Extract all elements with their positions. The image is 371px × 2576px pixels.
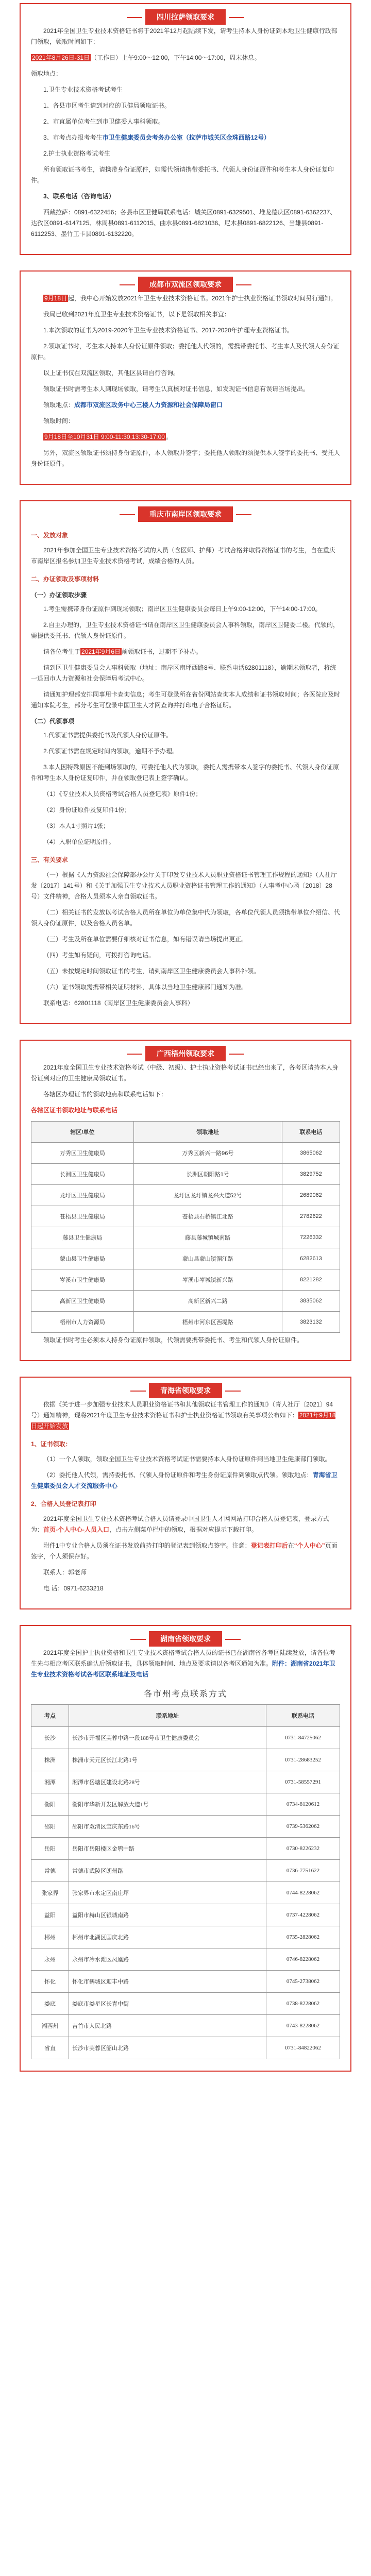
sichuan-p8: 2.护士执业资格考试考生 (43, 150, 111, 157)
table-cell: 岑溪市卫生健康局 (31, 1269, 134, 1291)
table-cell: 2689062 (282, 1185, 340, 1206)
table-cell: 株洲市天元区长江北路1号 (69, 1749, 266, 1771)
table-row (31, 1816, 340, 1838)
qinghai-p1: 依据《关于进一步加强专业技术人员职业资格证书和其他领取证书管理工作的通知》（青人社厅〔2021〕94号）通知精神，现将2021年度卫生专业技术资格证书和护士执业资格证书领取有关事项公布如下： 2021年9月18日起开始发放 (31, 1401, 336, 1430)
table-row (31, 1143, 340, 1164)
table-cell: 张家界市永定区南庄坪 (69, 1882, 266, 1904)
table-row (31, 1860, 340, 1882)
chongqing-s3p6: （六）证书领取需携带相关证明材料，具体以当地卫生健康部门通知为准。 (43, 984, 248, 991)
chongqing-section-2: 二、办证领取及事项材料 (31, 575, 99, 583)
table-cell: 蒙山县卫生健康局 (31, 1248, 134, 1269)
sichuan-p4: 1.卫生专业技术资格考试考生 (43, 86, 123, 93)
table-cell: 藤县藤城镇城南路 (133, 1227, 282, 1248)
chengdu-p3: 1.本次领取的证书为2019-2020年卫生专业技术资格证书、2017-2020年护理专业资格证书。 (43, 327, 293, 334)
sichuan-p9: 所有领取证书考生，请携带身份证原件，如需代领请携带委托书、代领人身份证原件和考生本人身份证复印件。 (31, 166, 334, 184)
table-row (31, 1312, 340, 1333)
table-cell: 0745-2738062 (266, 1971, 340, 1993)
table-cell: 藤县卫生健康局 (31, 1227, 134, 1248)
chongqing-section-3: 三、有关要求 (31, 856, 69, 863)
table-cell: 株洲 (31, 1749, 69, 1771)
chongqing-s3p3: （三）考生及所在单位需要仔细核对证书信息，如有错误请当场提出更正。 (43, 936, 248, 943)
chongqing-s2a5: 请通知护理部安排同事用卡查询信息；考生可登录所在省份网站查询本人成绩和证书领取时间；各医院应及时通知本院考生，部分考生可登录中国卫生人才网查询并打印电子合格证明。 (31, 691, 341, 709)
table-cell: 0731-28683252 (266, 1749, 340, 1771)
table-cell: 0743-8228062 (266, 2015, 340, 2037)
guangxi-p1: 2021年度全国卫生专业技术资格考试（中级、初级）、护士执业资格考试证书已经出来了，各考区请持本人身份证到对应的卫生健康局领取证书。 (31, 1064, 339, 1082)
table-cell: 0731-58557291 (266, 1771, 340, 1793)
guangxi-title: 广西梧州领取要求 (145, 1046, 226, 1061)
chongqing-s3p1: （一）根据《人力资源社会保障部办公厅关于印发专业技术人员职业资格证书管理工作规程的通知》（人社厅发〔2017〕141号）和《关于加强卫生专业技术人员职业资格证书管理工作的通知》（人事考中心函〔2018〕28号）文件精神，合格人员须本人亲自领取证书。 (31, 871, 338, 900)
chongqing-s3p2: （二）相关证书的发放以考试合格人员所在单位为单位集中代为领取，各单位代领人员须携带单位介绍信、代领人身份证原件，以及合格人员名单。 (31, 909, 341, 927)
table-cell: 龙圩区卫生健康局 (31, 1185, 134, 1206)
table-row (31, 1838, 340, 1860)
hunan-col-header: 联系地址 (69, 1705, 266, 1727)
qinghai-s2p1: 2021年度全国卫生专业技术资格考试合格人员请登录中国卫生人才网网站打印合格人员登记表，登录方式为：首页-个人中心-人员入口，点击左侧菜单栏中的领取，根据对应提示下载打印。 (31, 1515, 329, 1533)
table-cell: 常德市武陵区朗州路 (69, 1860, 266, 1882)
table-row (31, 1926, 340, 1948)
table-row (31, 1291, 340, 1312)
table-cell: 郴州 (31, 1926, 69, 1948)
table-row (31, 1248, 340, 1269)
table-cell: 3829752 (282, 1164, 340, 1185)
table-cell: 娄底 (31, 1993, 69, 2015)
guangxi-subtitle: 各辖区证书领取地址与联系电话 (31, 1107, 118, 1114)
table-row (31, 1227, 340, 1248)
table-row (31, 1904, 340, 1926)
table-cell: 吉首市人民北路 (69, 2015, 266, 2037)
chengdu-time-highlight: 9月18日至10月31日 9:00-11:30,13:30-17:00 (44, 433, 165, 440)
chongqing-s2b2: 2.代领证书需在规定时间内领取，逾期不予办理。 (43, 748, 179, 755)
sichuan-p2: 2021年8月26日-31日 （工作日）上午9:00～12:00，下午14:00～17:00，周末休息。 (32, 54, 261, 61)
hunan-table-caption: 各市州考点联系方式 (143, 1690, 227, 1699)
chongqing-s2a: （一）办证领取步骤 (31, 591, 87, 599)
chongqing-s2b1: 1.代领证书需提供委托书及代领人身份证原件。 (43, 732, 173, 739)
hunan-p1: 2021年度全国护士执业资格和卫生专业技术资格考试合格人员的证书已在湖南省各考区陆续发放，请各位考生先与相应考区联系确认后领取证书，具体领取时间、地点及要求请以各考区通知为准。附件：湖南省2021年卫生专业技术资格考试各考区联系地址及电话 (31, 1649, 335, 1678)
table-cell: 苍梧县石桥镇江北路 (133, 1206, 282, 1227)
sichuan-card (20, 3, 351, 255)
table-cell: 0730-8226232 (266, 1838, 340, 1860)
guangxi-col-header: 辖区/单位 (31, 1122, 134, 1143)
table-cell: 省直 (31, 2037, 69, 2059)
chongqing-s2a2: 2.自主办理的，卫生专业技术资格证书请在南岸区卫生健康委员会人事科领取，南岸区卫健委二楼。代领的，需提供委托书、代领人身份证原件。 (31, 621, 340, 639)
hunan-card (20, 1625, 351, 2072)
table-row (31, 1164, 340, 1185)
sichuan-p10: 3、联系电话（咨询电话） (43, 193, 115, 200)
table-row (31, 1727, 340, 1749)
chengdu-title: 成都市双流区领取要求 (138, 277, 233, 292)
chengdu-address: 成都市双流区政务中心三楼人力资源和社会保障局窗口 (74, 401, 223, 409)
hunan-col-header: 联系电话 (266, 1705, 340, 1727)
chengdu-p7: 领取地点：成都市双流区政务中心三楼人力资源和社会保障局窗口 (43, 401, 223, 409)
guangxi-table (31, 1121, 340, 1333)
guangxi-p2: 各辖区办理证书的领取地点和联系电话如下： (43, 1091, 167, 1098)
table-cell: 衡阳 (31, 1793, 69, 1816)
chongqing-s1p: 2021年参加全国卫生专业技术资格考试的人员（含医师、护师）考试合格并取得资格证书的考生，自在重庆市南岸区报名参加卫生专业技术资格考试，成绩合格的人员。 (31, 547, 335, 565)
chongqing-s2a4: 请到区卫生健康委员会人事科领取（地址：南岸区南坪西路8号、联系电话62801118），逾期未领取者，将统一退回市人力资源和社会保障局考试中心。 (31, 664, 336, 682)
table-cell: 衡阳市华新开发区解放大道1号 (69, 1793, 266, 1816)
table-cell: 益阳市赫山区银城南路 (69, 1904, 266, 1926)
table-cell: 张家界 (31, 1882, 69, 1904)
table-cell: 怀化市鹤城区迎丰中路 (69, 1971, 266, 1993)
table-cell: 万秀区新兴一路96号 (133, 1143, 282, 1164)
table-cell: 益阳 (31, 1904, 69, 1926)
hunan-title: 湖南省领取要求 (149, 1631, 222, 1647)
sichuan-title: 四川拉萨领取要求 (145, 9, 226, 25)
table-row (31, 1971, 340, 1993)
table-cell: 长沙 (31, 1727, 69, 1749)
table-cell: 长洲区朝阳路1号 (133, 1164, 282, 1185)
table-row (31, 1269, 340, 1291)
table-cell: 3835062 (282, 1291, 340, 1312)
table-cell: 湘潭市岳塘区建设北路28号 (69, 1771, 266, 1793)
chongqing-s2b3: 3.本人因特殊原因不能到场领取的，可委托他人代为领取，委托人需携带本人签字的委托书、代领人身份证原件和考生本人身份证复印件，并在领取登记表上签字确认。 (31, 764, 340, 782)
table-row (31, 1749, 340, 1771)
sichuan-p1: 2021年全国卫生专业技术资格证书将于2021年12月起陆续下发，请考生持本人身份证到本地卫生健康行政部门领取，领取时间如下： (31, 27, 338, 45)
qinghai-title: 青海省领取要求 (149, 1383, 222, 1398)
chongqing-s2c2: （2）身份证原件及复印件1份； (43, 806, 131, 814)
sichuan-p6: 2、市直属单位考生到市卫健委人事科领取。 (43, 118, 164, 125)
chengdu-p6: 领取证书时需考生本人到现场领取，请考生认真核对证书信息，如发现证书信息有误请当场提出。 (43, 385, 310, 393)
table-row (31, 1185, 340, 1206)
chengdu-p2: 我局已收到2021年度卫生专业技术资格证书，以下是领取相关事宜： (43, 311, 230, 318)
qinghai-s1p2: （2）委托他人代领，需持委托书、代领人身份证原件和考生身份证原件到领取点代领。领取地点：青海省卫生健康委员会人才交流服务中心 (31, 1471, 338, 1489)
table-row (31, 2037, 340, 2059)
chengdu-p4: 2.领取证书时，考生本人持本人身份证原件领取；委托他人代领的，需携带委托书、考生本人及代领人身份证原件。 (31, 343, 340, 361)
table-cell: 长沙市开福区芙蓉中路一段188号市卫生健康委员会 (69, 1727, 266, 1749)
chongqing-section-1: 一、发放对象 (31, 532, 69, 539)
chongqing-s3p5: （五）未按规定时间领取证书的考生，请到南岸区卫生健康委员会人事科补领。 (43, 968, 260, 975)
table-cell: 岳阳 (31, 1838, 69, 1860)
chongqing-date-highlight: 2021年9月6日 (81, 648, 121, 655)
table-cell: 2782622 (282, 1206, 340, 1227)
table-cell: 梧州市河东区西堤路 (133, 1312, 282, 1333)
hunan-table-header (31, 1705, 340, 1727)
table-cell: 3865062 (282, 1143, 340, 1164)
table-cell: 0735-2828062 (266, 1926, 340, 1948)
chongqing-card (20, 500, 351, 1024)
table-cell: 永州 (31, 1948, 69, 1971)
table-cell: 湘潭 (31, 1771, 69, 1793)
table-cell: 0738-8228062 (266, 1993, 340, 2015)
table-cell: 3823132 (282, 1312, 340, 1333)
table-cell: 0737-4228062 (266, 1904, 340, 1926)
table-cell: 龙圩区龙圩镇龙兴大道52号 (133, 1185, 282, 1206)
table-cell: 长沙市芙蓉区韶山北路 (69, 2037, 266, 2059)
chongqing-s2c1: （1）《专业技术人员资格考试合格人员登记表》原件1份； (43, 790, 202, 798)
table-cell: 邵阳 (31, 1816, 69, 1838)
table-cell: 0736-7751622 (266, 1860, 340, 1882)
table-cell: 0739-5362062 (266, 1816, 340, 1838)
qinghai-contact-phone: 电 话：0971-6233218 (43, 1585, 104, 1592)
sichuan-p7: 3、市考点办报考考生市卫生健康委员会考务办公室（拉萨市城关区金珠西路12号） (43, 134, 271, 141)
table-cell: 蒙山县蒙山镇湄江路 (133, 1248, 282, 1269)
table-cell: 6282613 (282, 1248, 340, 1269)
table-cell: 梧州市人力资源局 (31, 1312, 134, 1333)
table-row (31, 1771, 340, 1793)
chongqing-contact: 联系电话：62801118（南岸区卫生健康委员会人事科） (43, 999, 194, 1007)
guangxi-col-header: 领取地址 (133, 1122, 282, 1143)
table-cell: 7226332 (282, 1227, 340, 1248)
sichuan-p5: 1、各县市区考生请到对应的卫健局领取证书。 (43, 102, 171, 109)
chongqing-s2c3: （3）本人1寸照片1张； (43, 822, 110, 829)
table-cell: 湘西州 (31, 2015, 69, 2037)
table-cell: 岳阳市岳阳楼区金鹗中路 (69, 1838, 266, 1860)
qinghai-address: 青海省卫生健康委员会人才交流服务中心 (31, 1471, 338, 1489)
chongqing-s2a1: 1.考生需携带身份证原件到现场领取；南岸区卫生健康委员会每日上午9:00-12:00，下午14:00-17:00。 (43, 605, 322, 613)
chengdu-p1: 9月18日 起，我中心开始发放2021年卫生专业技术资格证书。2021年护士执业资格证书领取时间另行通知。 (44, 295, 337, 302)
table-cell: 苍梧县卫生健康局 (31, 1206, 134, 1227)
qinghai-contact-person: 联系人：郭老师 (43, 1569, 87, 1576)
table-cell: 0746-8228062 (266, 1948, 340, 1971)
hunan-attachment-link[interactable]: 附件：湖南省2021年卫生专业技术资格考试各考区联系地址及电话 (31, 1660, 335, 1678)
table-row (31, 1206, 340, 1227)
chengdu-p9: 9月18日至10月31日 9:00-11:30,13:30-17:00 。 (44, 433, 172, 440)
chengdu-card (20, 270, 351, 485)
table-cell: 0731-84725062 (266, 1727, 340, 1749)
guangxi-table-header (31, 1122, 340, 1143)
table-row (31, 1948, 340, 1971)
chengdu-p10: 另外，双流区领取证书须持身份证原件，本人领取并签字；委托他人领取的须提供本人签字的委托书、受托人身份证原件。 (31, 449, 341, 467)
table-cell: 永州市冷水滩区凤凰路 (69, 1948, 266, 1971)
sichuan-p11: 西藏拉萨：0891-6322456；各县市区卫健局联系电话：城关区0891-6329501、堆龙德庆区0891-6362237、达孜区0891-6147125、林周县0891-6112015、曲水县0891-6821036、尼木县0891-6822126、当雄县0891-6112253、墨竹工卡县0891-6132220。 (31, 209, 336, 238)
chongqing-s2b: （二）代领事项 (31, 718, 75, 725)
sichuan-time-highlight: 2021年8月26日-31日 (32, 54, 90, 61)
qinghai-s1p1: （1）一个人领取，领取全国卫生专业技术资格考试证书需要持本人身份证原件到当地卫生健康部门领取。 (43, 1455, 331, 1463)
chengdu-p8: 领取时间： (43, 417, 75, 425)
table-row (31, 1793, 340, 1816)
guangxi-note: 领取证书时考生必须本人持身份证原件领取，代领需要携带委托书、考生和代领人身份证原件。 (43, 1336, 303, 1344)
qinghai-section-2: 2、合格人员登记表打印 (31, 1500, 96, 1507)
table-cell: 娄底市娄星区长青中街 (69, 1993, 266, 2015)
table-cell: 高新区卫生健康局 (31, 1291, 134, 1312)
table-cell: 郴州市北湖区国庆北路 (69, 1926, 266, 1948)
qinghai-s2p2: 附件1中专业合格人员须在证书发放前持打印的登记表到领取点签字。注意：登记表打印后在“个人中心”页面签字，个人须保存好。 (31, 1542, 338, 1560)
sichuan-p3: 领取地点： (31, 70, 62, 77)
chongqing-title: 重庆市南岸区领取要求 (138, 506, 233, 522)
guangxi-col-header: 联系电话 (282, 1122, 340, 1143)
chengdu-p5: 以上证书仅在双流区领取，其他区县请自行咨询。 (43, 369, 180, 377)
table-row (31, 2015, 340, 2037)
chongqing-s2c4: （4）入职单位证明原件。 (43, 838, 115, 845)
table-cell: 0731-84822062 (266, 2037, 340, 2059)
table-cell: 长洲区卫生健康局 (31, 1164, 134, 1185)
table-cell: 0734-8120612 (266, 1793, 340, 1816)
table-row (31, 1993, 340, 2015)
chongqing-s3p4: （四）考生如有疑问，可拨打咨询电话。 (43, 952, 155, 959)
hunan-table (31, 1704, 340, 2059)
table-cell: 8221282 (282, 1269, 340, 1291)
chongqing-s2a3: 请各位考生于 2021年9月6日 前领取证书，过期不予补办。 (43, 648, 203, 655)
table-cell: 怀化 (31, 1971, 69, 1993)
guangxi-card (20, 1040, 351, 1361)
table-cell: 万秀区卫生健康局 (31, 1143, 134, 1164)
table-cell: 0744-8228062 (266, 1882, 340, 1904)
qinghai-card (20, 1377, 351, 1609)
table-cell: 高新区新兴二路 (133, 1291, 282, 1312)
table-cell: 邵阳市双清区宝庆东路16号 (69, 1816, 266, 1838)
table-row (31, 1882, 340, 1904)
qinghai-date-highlight: 2021年9月18日起开始发放 (31, 1412, 336, 1430)
table-cell: 常德 (31, 1860, 69, 1882)
table-cell: 岑溪市岑城镇新兴路 (133, 1269, 282, 1291)
qinghai-section-1: 1、证书领取： (31, 1440, 72, 1448)
hunan-col-header: 考点 (31, 1705, 69, 1727)
sichuan-address: 市卫生健康委员会考务办公室（拉萨市城关区金珠西路12号） (102, 134, 271, 141)
